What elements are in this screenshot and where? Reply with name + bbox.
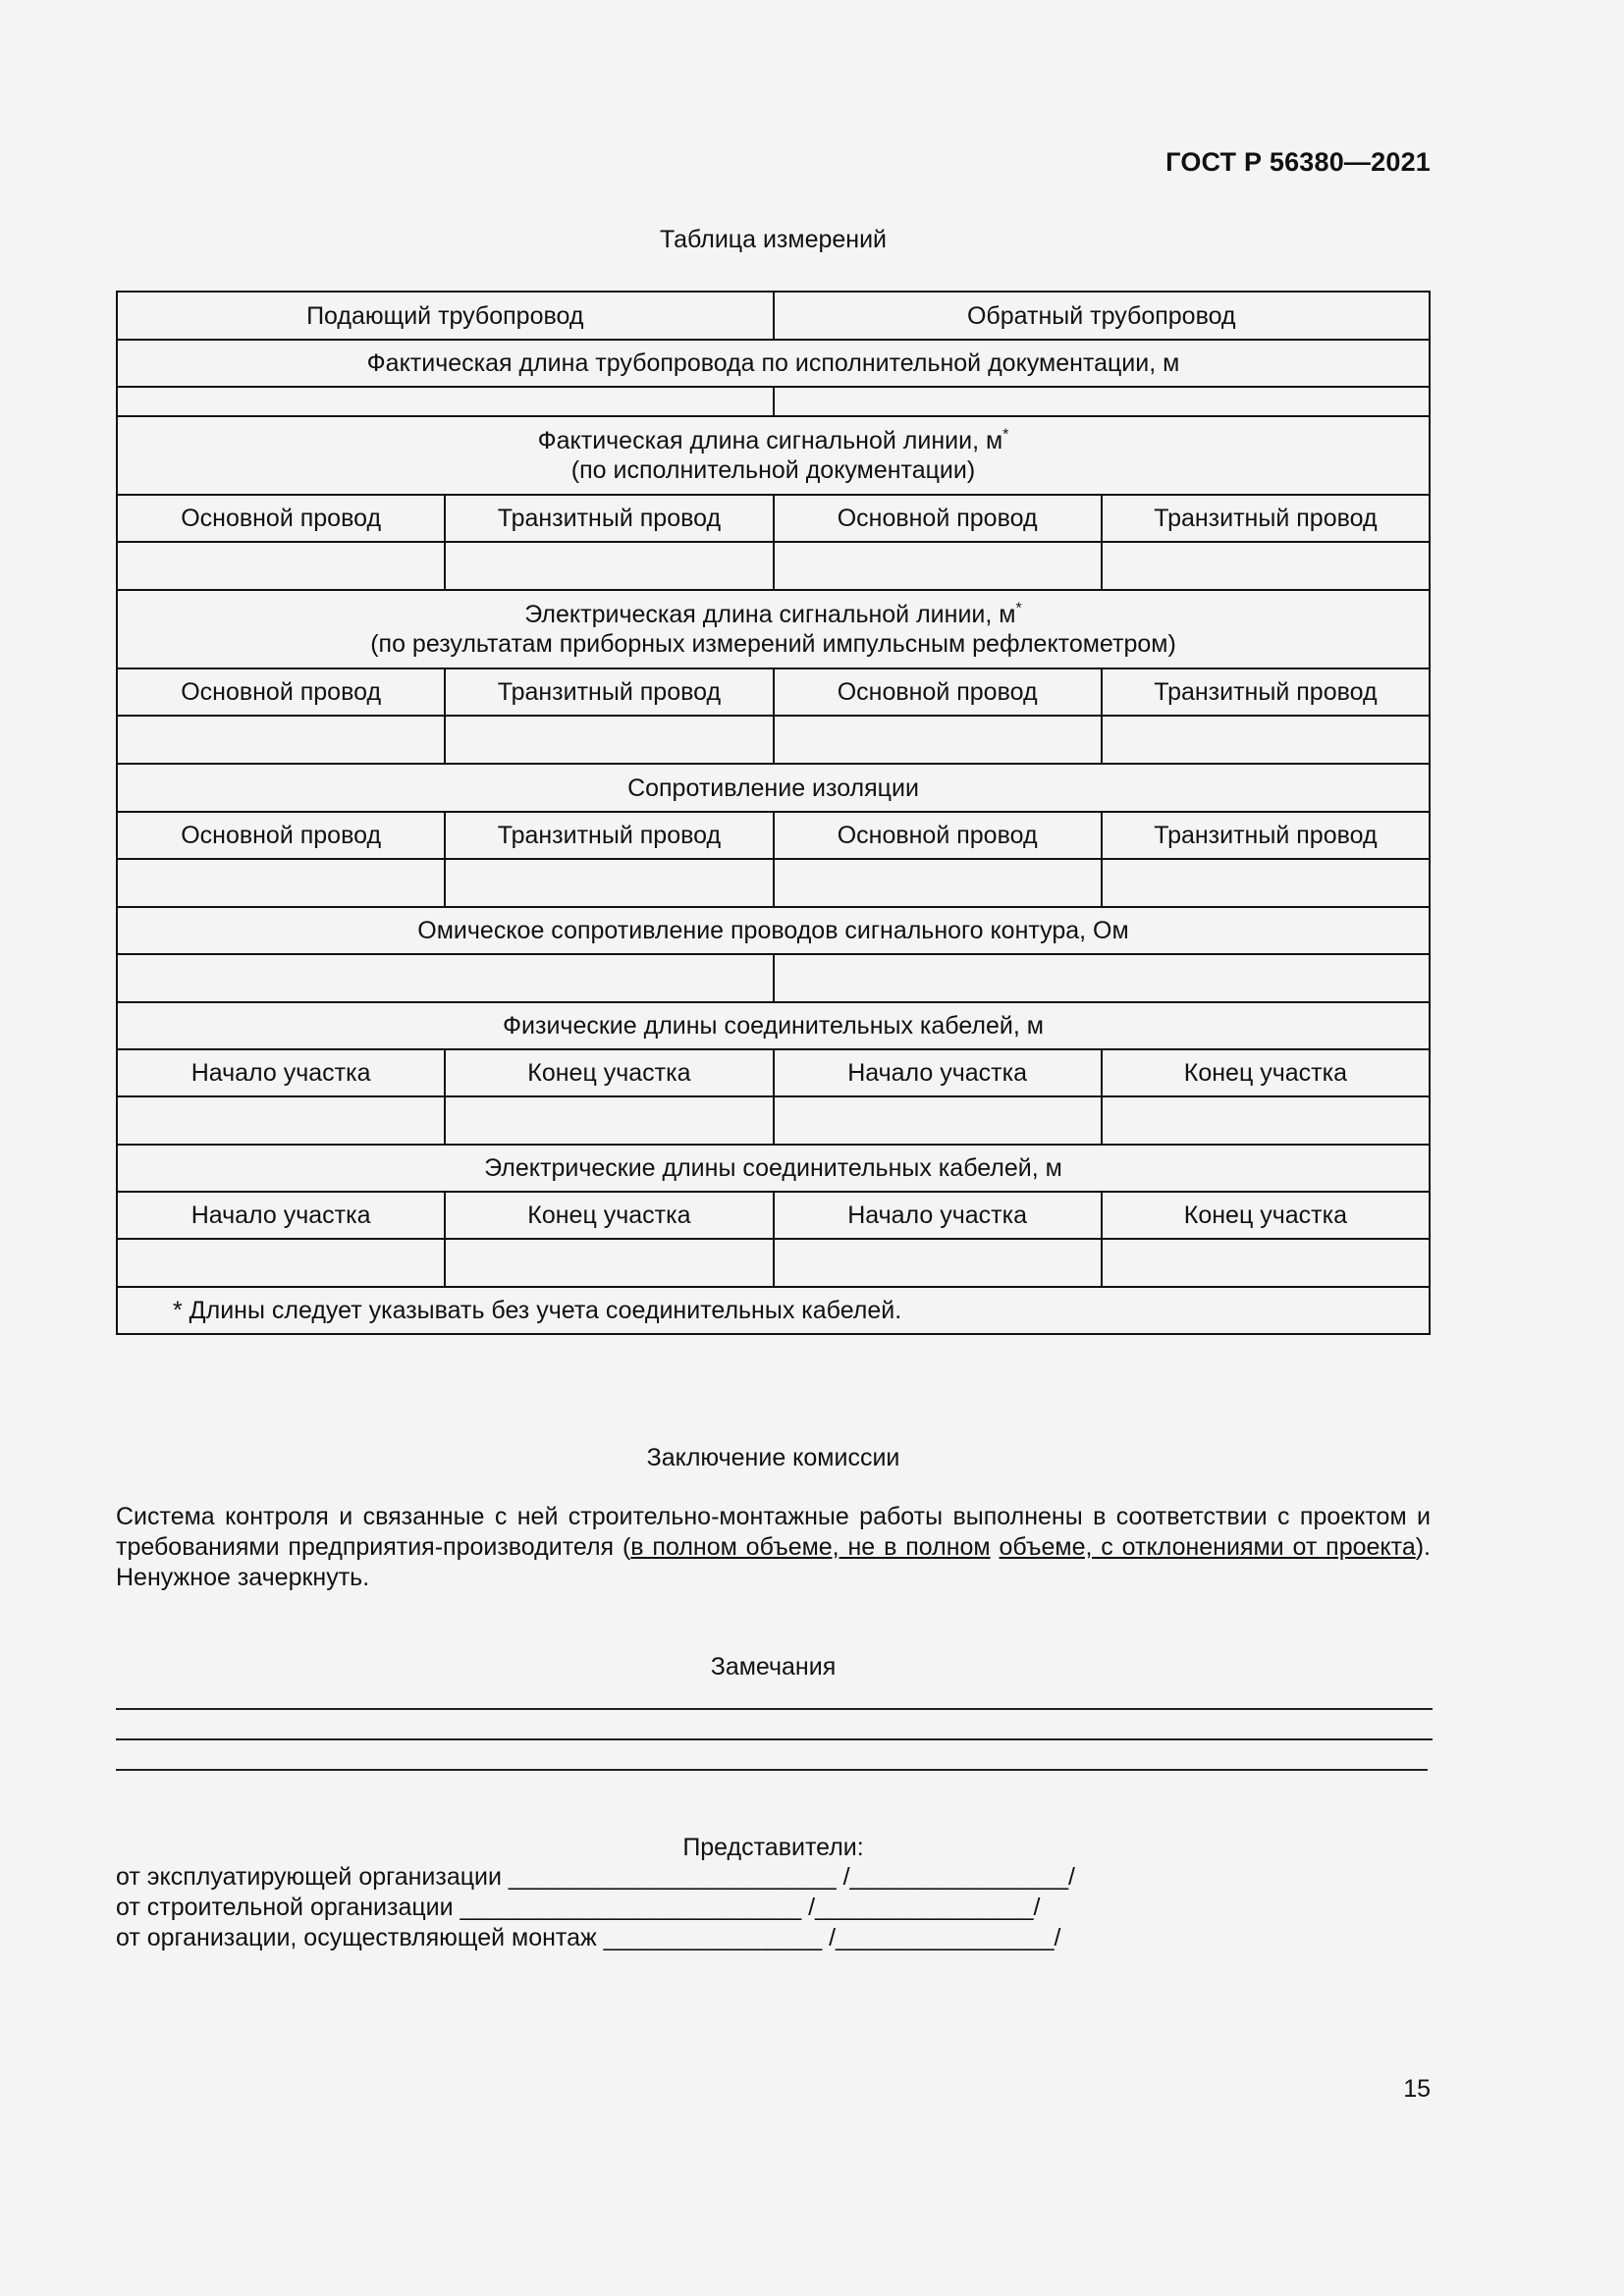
table-row <box>117 812 1430 859</box>
table-row <box>117 716 1430 764</box>
pipe-length-header: Фактическая длина трубопровода по исполнительной документации, м <box>117 340 1430 387</box>
empty-cell[interactable] <box>445 859 773 907</box>
empty-cell[interactable] <box>117 954 774 1002</box>
section-start-header: Начало участка <box>774 1192 1102 1239</box>
table-row <box>117 1002 1430 1049</box>
table-row <box>117 1239 1430 1287</box>
empty-cell[interactable] <box>117 859 445 907</box>
empty-cell[interactable] <box>774 542 1102 590</box>
section-start-header: Начало участка <box>117 1049 445 1096</box>
remarks-line[interactable] <box>116 1769 1428 1771</box>
remarks-line[interactable] <box>116 1738 1433 1740</box>
empty-cell[interactable] <box>1102 716 1430 764</box>
transit-wire-header: Транзитный провод <box>445 495 773 542</box>
table-row <box>117 907 1430 954</box>
section-start-header: Начало участка <box>117 1192 445 1239</box>
main-wire-header: Основной провод <box>774 495 1102 542</box>
measurements-table <box>116 291 1431 1335</box>
representatives-title: Представители: <box>682 1834 864 1861</box>
section-end-header: Конец участка <box>1102 1049 1430 1096</box>
representative-installation-org[interactable]: от организации, осуществляющей монтаж ________________ /________________/ <box>116 1924 1061 1951</box>
table-footnote: * Длины следует указывать без учета соединительных кабелей. <box>117 1287 1430 1334</box>
footnote-marker: * <box>1002 426 1009 444</box>
section-end-header: Конец участка <box>445 1192 773 1239</box>
table-row <box>117 1192 1430 1239</box>
empty-cell[interactable] <box>774 387 1431 416</box>
section-end-header: Конец участка <box>445 1049 773 1096</box>
electric-cable-lengths-header: Электрические длины соединительных кабелей, м <box>117 1145 1430 1192</box>
option-deviations: объеме, с отклонениями от проекта <box>999 1533 1416 1561</box>
empty-cell[interactable] <box>774 1096 1102 1145</box>
table-row <box>117 1287 1430 1334</box>
table-row <box>117 387 1430 416</box>
transit-wire-header: Транзитный провод <box>1102 812 1430 859</box>
empty-cell[interactable] <box>117 387 774 416</box>
signal-actual-length-header: Фактическая длина сигнальной линии, м* (по исполнительной документации) <box>117 416 1430 495</box>
option-full-partial: в полном объеме, не в полном <box>630 1533 991 1561</box>
conclusion-title: Заключение комиссии <box>646 1444 900 1471</box>
main-wire-header: Основной провод <box>117 495 445 542</box>
table-row <box>117 1049 1430 1096</box>
empty-cell[interactable] <box>445 542 773 590</box>
representative-construction-org[interactable]: от строительной организации _________________________ /________________/ <box>116 1894 1041 1921</box>
table-row <box>117 1096 1430 1145</box>
main-wire-header: Основной провод <box>117 812 445 859</box>
transit-wire-header: Транзитный провод <box>445 812 773 859</box>
transit-wire-header: Транзитный провод <box>1102 668 1430 716</box>
main-wire-header: Основной провод <box>774 668 1102 716</box>
empty-cell[interactable] <box>445 1239 773 1287</box>
physical-cable-lengths-header: Физические длины соединительных кабелей, м <box>117 1002 1430 1049</box>
main-wire-header: Основной провод <box>117 668 445 716</box>
empty-cell[interactable] <box>774 716 1102 764</box>
remarks-line[interactable] <box>116 1708 1433 1710</box>
transit-wire-header: Транзитный провод <box>1102 495 1430 542</box>
remarks-title: Замечания <box>710 1653 837 1681</box>
representative-operating-org[interactable]: от эксплуатирующей организации ________________________ /________________/ <box>116 1863 1075 1891</box>
empty-cell[interactable] <box>774 859 1102 907</box>
document-number: ГОСТ Р 56380—2021 <box>1165 147 1431 177</box>
empty-cell[interactable] <box>1102 1096 1430 1145</box>
supply-pipe-header: Подающий трубопровод <box>117 292 774 340</box>
empty-cell[interactable] <box>445 1096 773 1145</box>
table-row <box>117 1145 1430 1192</box>
table-row <box>117 859 1430 907</box>
table-row <box>117 590 1430 668</box>
conclusion-text: Система контроля и связанные с ней строительно-монтажные работы выполнены в соответствии с проектом и требованиями предприятия-производителя (в полном объеме, не в полном объеме, с отклонениями от проекта). Ненужное зачеркнуть. <box>116 1503 1432 1591</box>
insulation-resistance-header: Сопротивление изоляции <box>117 764 1430 812</box>
empty-cell[interactable] <box>117 1096 445 1145</box>
table-row <box>117 495 1430 542</box>
table-row <box>117 340 1430 387</box>
empty-cell[interactable] <box>117 716 445 764</box>
section-end-header: Конец участка <box>1102 1192 1430 1239</box>
page-number: 15 <box>1403 2075 1431 2103</box>
table-row <box>117 292 1430 340</box>
table-row <box>117 668 1430 716</box>
empty-cell[interactable] <box>774 954 1431 1002</box>
empty-cell[interactable] <box>774 1239 1102 1287</box>
table-row <box>117 542 1430 590</box>
table-row <box>117 954 1430 1002</box>
empty-cell[interactable] <box>1102 542 1430 590</box>
return-pipe-header: Обратный трубопровод <box>774 292 1431 340</box>
table-row <box>117 764 1430 812</box>
table-caption: Таблица измерений <box>659 226 888 253</box>
empty-cell[interactable] <box>117 1239 445 1287</box>
ohmic-resistance-header: Омическое сопротивление проводов сигнального контура, Ом <box>117 907 1430 954</box>
footnote-marker: * <box>1015 600 1022 617</box>
signal-electric-length-header: Электрическая длина сигнальной линии, м* (по результатам приборных измерений импульсным рефлектометром) <box>117 590 1430 668</box>
empty-cell[interactable] <box>1102 859 1430 907</box>
empty-cell[interactable] <box>1102 1239 1430 1287</box>
transit-wire-header: Транзитный провод <box>445 668 773 716</box>
table-row <box>117 416 1430 495</box>
empty-cell[interactable] <box>445 716 773 764</box>
empty-cell[interactable] <box>117 542 445 590</box>
section-start-header: Начало участка <box>774 1049 1102 1096</box>
main-wire-header: Основной провод <box>774 812 1102 859</box>
